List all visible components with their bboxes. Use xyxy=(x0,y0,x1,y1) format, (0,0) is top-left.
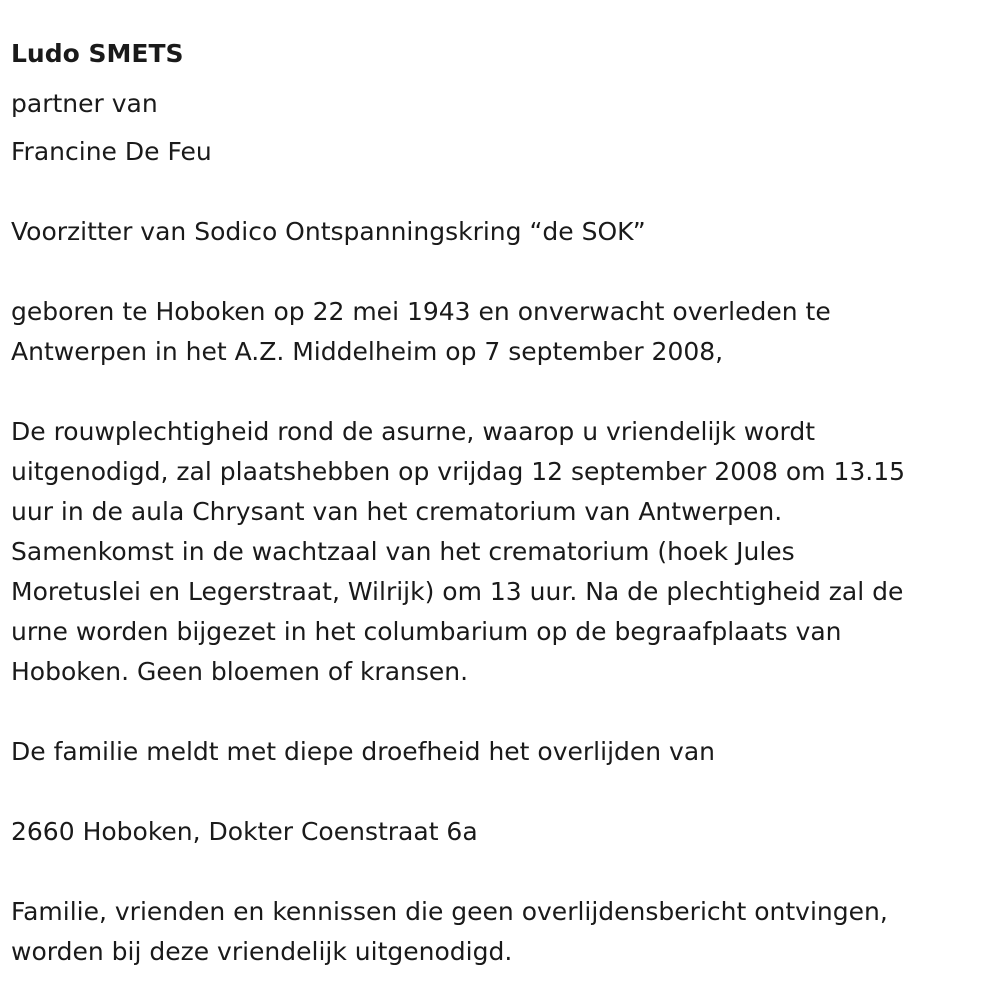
closing-line-1: Familie, vrienden en kennissen die geen overlijdensbericht ontvingen, xyxy=(11,897,888,926)
ceremony-line-5: Moretuslei en Legerstraat, Wilrijk) om 13 uur. Na de plechtigheid zal de xyxy=(11,577,904,606)
relation-text: partner van xyxy=(11,89,158,118)
ceremony-line-6: urne worden bijgezet in het columbarium op de begraafplaats van xyxy=(11,617,842,646)
ceremony-line-4: Samenkomst in de wachtzaal van het crematorium (hoek Jules xyxy=(11,537,795,566)
partner-name: Francine De Feu xyxy=(11,137,212,166)
address-text: 2660 Hoboken, Dokter Coenstraat 6a xyxy=(11,817,478,846)
role-text: Voorzitter van Sodico Ontspanningskring “de SOK” xyxy=(11,217,646,246)
birth-death-line-2: Antwerpen in het A.Z. Middelheim op 7 september 2008, xyxy=(11,337,724,366)
deceased-name: Ludo SMETS xyxy=(11,39,184,68)
ceremony-line-7: Hoboken. Geen bloemen of kransen. xyxy=(11,657,469,686)
ceremony-line-3: uur in de aula Chrysant van het crematorium van Antwerpen. xyxy=(11,497,783,526)
announcement-text: De familie meldt met diepe droefheid het overlijden van xyxy=(11,737,716,766)
closing-line-2: worden bij deze vriendelijk uitgenodigd. xyxy=(11,937,513,966)
ceremony-line-1: De rouwplechtigheid rond de asurne, waarop u vriendelijk wordt xyxy=(11,417,816,446)
birth-death-line-1: geboren te Hoboken op 22 mei 1943 en onverwacht overleden te xyxy=(11,297,831,326)
ceremony-line-2: uitgenodigd, zal plaatshebben op vrijdag 12 september 2008 om 13.15 xyxy=(11,457,906,486)
